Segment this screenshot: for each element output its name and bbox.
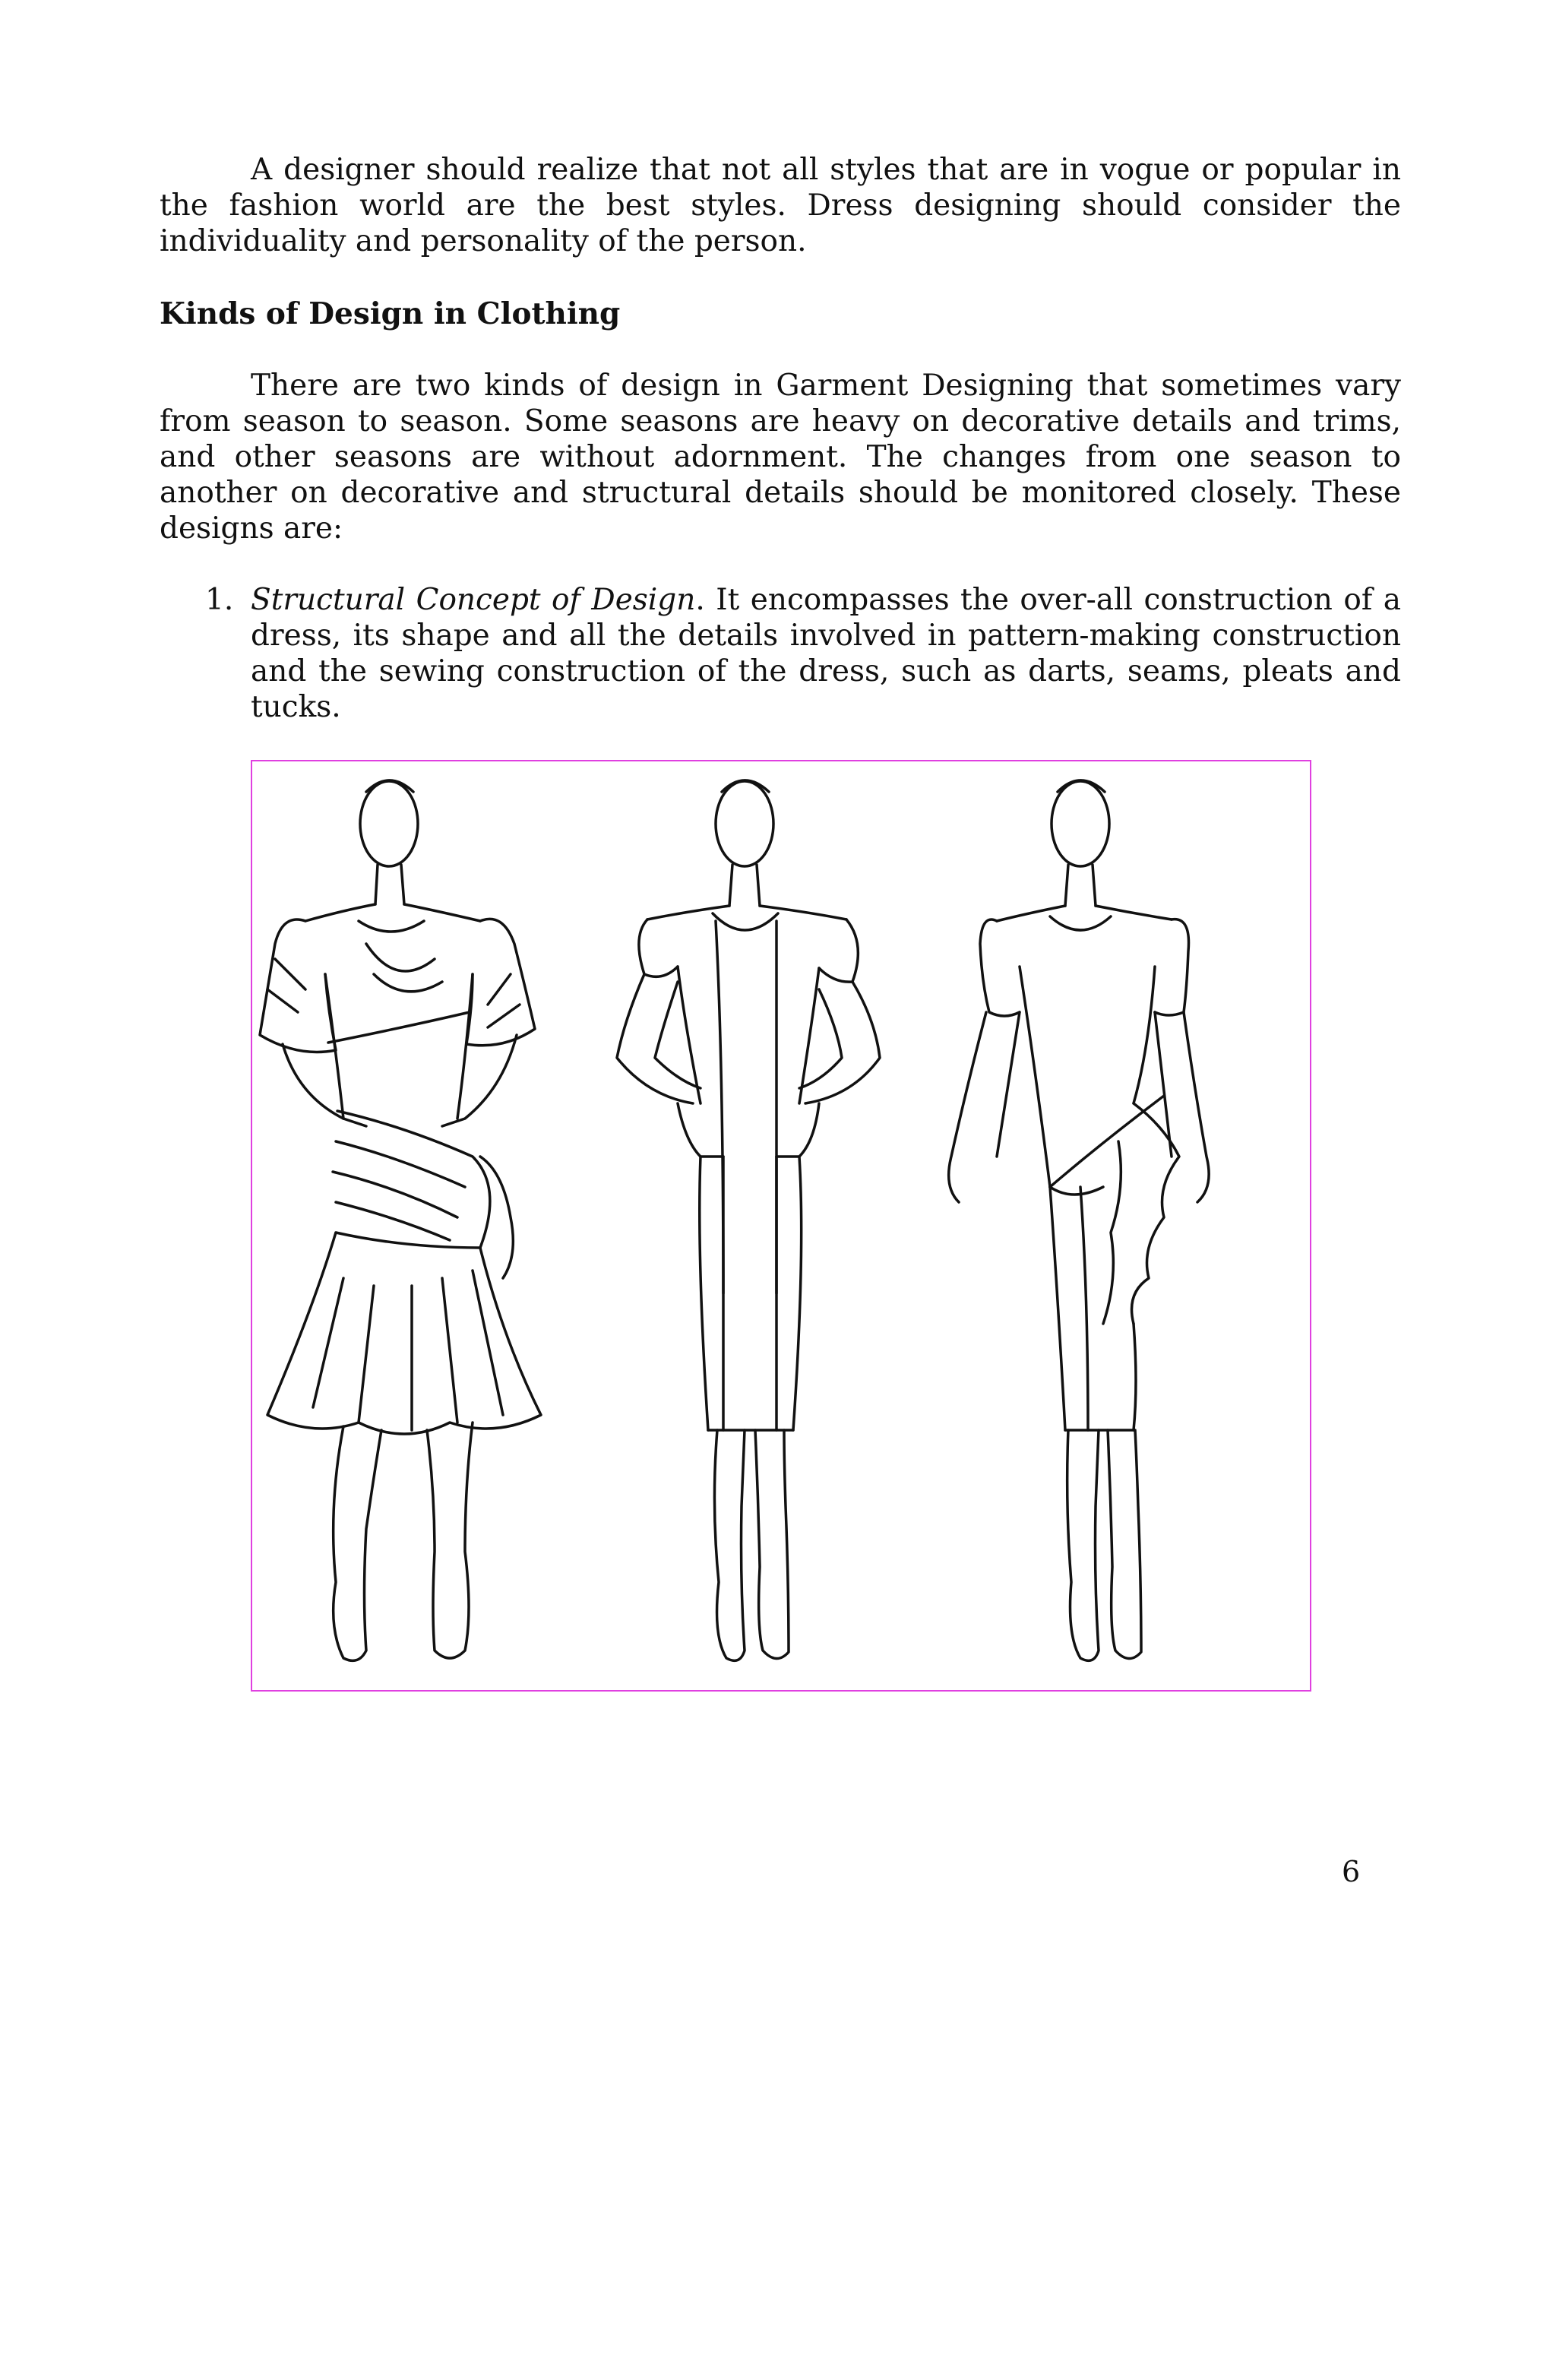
list-item-title: Structural Concept of Design bbox=[251, 583, 696, 617]
intro-paragraph: A designer should realize that not all styles that are in vogue or popular in the fashion world are the best styles. Dress designing should consider the individuality and personality of the person. bbox=[160, 153, 1401, 258]
section-heading: Kinds of Design in Clothing bbox=[160, 296, 621, 331]
list-item-text bbox=[251, 582, 1401, 725]
list-item-description: . It encompasses the over-all construction of a dress, its shape and all the details involved in pattern-making construction and the sewing construction of the dress, such as darts, seams, pleats and tucks. bbox=[251, 583, 1401, 724]
fashion-sketch-draped-dress bbox=[260, 780, 541, 1660]
fashion-sketches-svg bbox=[252, 761, 1310, 1690]
list-item-number: 1. bbox=[205, 583, 234, 617]
fashion-sketch-sheath-dress bbox=[617, 780, 880, 1660]
section-paragraph: There are two kinds of design in Garment Designing that sometimes vary from season to season. Some seasons are heavy on decorative details and trims, and other seasons are without adornment. The changes from one season to another on decorative and structural details should be monitored closely. These designs are: bbox=[160, 369, 1401, 546]
page-number: 6 bbox=[1342, 1855, 1361, 1888]
fashion-illustration-figure bbox=[251, 760, 1311, 1692]
fashion-sketch-asymmetric-dress bbox=[949, 780, 1209, 1660]
